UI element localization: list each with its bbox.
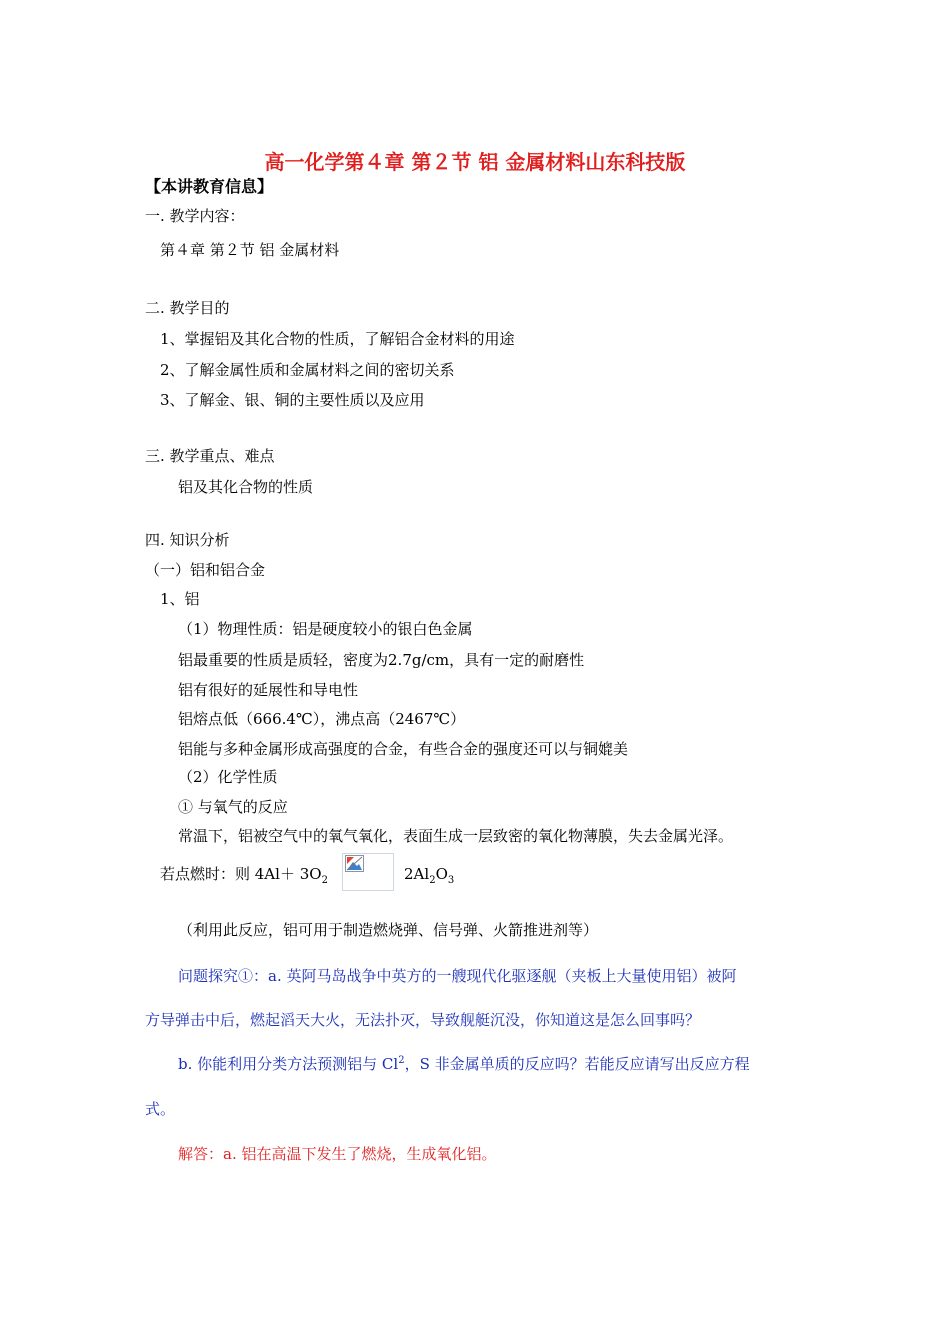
section-2-heading: 二. 教学目的 — [145, 299, 230, 317]
chemical-properties-heading: （2）化学性质 — [178, 768, 278, 786]
objective-item: 2、了解金属性质和金属材料之间的密切关系 — [160, 361, 455, 379]
document-title: 高一化学第４章 第２节 铝 金属材料山东科技版 — [264, 150, 686, 174]
product-part: 2Al — [404, 865, 430, 883]
reaction-note: （利用此反应，铝可用于制造燃烧弹、信号弹、火箭推进剂等） — [178, 921, 599, 939]
section-3-heading: 三. 教学重点、难点 — [145, 447, 275, 465]
equation-products — [404, 864, 454, 884]
physical-property-line: 铝有很好的延展性和导电性 — [178, 681, 359, 699]
question-b-line: 式。 — [145, 1100, 176, 1118]
reaction-description: 常温下，铝被空气中的氧气氧化，表面生成一层致密的氧化物薄膜，失去金属光泽。 — [178, 827, 734, 845]
section-4-heading: 四. 知识分析 — [145, 531, 230, 549]
objective-item: 3、了解金、银、铜的主要性质以及应用 — [160, 391, 425, 409]
section-1-body: 第４章 第２节 铝 金属材料 — [160, 241, 340, 259]
question-b-line — [178, 1054, 750, 1074]
section-1-heading: 一. 教学内容： — [145, 207, 245, 225]
question-a-line: 方导弹击中后，燃起滔天大火，无法扑灭，导致舰艇沉没，你知道这是怎么回事吗？ — [145, 1011, 701, 1029]
info-header: 【本讲教育信息】 — [145, 177, 274, 196]
question-b-prefix: b. 你能利用分类方法预测铝与 Cl — [178, 1055, 399, 1073]
physical-properties-heading: （1）物理性质：铝是硬度较小的银白色金属 — [178, 620, 473, 638]
chlorine-superscript: 2 — [398, 1055, 405, 1066]
broken-image-icon — [345, 855, 365, 873]
reaction-heading: ① 与氧气的反应 — [178, 798, 288, 816]
product-subscript: 3 — [447, 875, 455, 886]
equation-prefix: 若点燃时：则 4Al＋ 3O — [160, 865, 322, 883]
oxygen-subscript: 2 — [321, 875, 328, 886]
physical-property-line: 铝熔点低（666.4℃），沸点高（2467℃） — [178, 710, 466, 728]
product-subscript: 2 — [429, 875, 436, 886]
equation-image-placeholder — [342, 853, 394, 891]
equation-reactants — [160, 864, 328, 884]
question-b-suffix: ，S 非金属单质的反应吗？若能反应请写出反应方程 — [404, 1055, 750, 1073]
physical-property-line: 铝最重要的性质是质轻，密度为2.7g/cm，具有一定的耐磨性 — [178, 651, 585, 669]
question-a-line: 问题探究①：a. 英阿马岛战争中英方的一艘现代化驱逐舰（夹板上大量使用铝）被阿 — [178, 967, 737, 985]
answer-a: 解答：a. 铝在高温下发生了燃烧，生成氧化铝。 — [178, 1145, 497, 1163]
item-heading: 1、铝 — [160, 590, 200, 608]
product-part: O — [435, 865, 448, 883]
objective-item: 1、掌握铝及其化合物的性质，了解铝合金材料的用途 — [160, 330, 515, 348]
section-3-body: 铝及其化合物的性质 — [178, 478, 314, 496]
physical-property-line: 铝能与多种金属形成高强度的合金，有些合金的强度还可以与铜媲美 — [178, 740, 629, 758]
subsection-heading: （一）铝和铝合金 — [145, 561, 266, 579]
